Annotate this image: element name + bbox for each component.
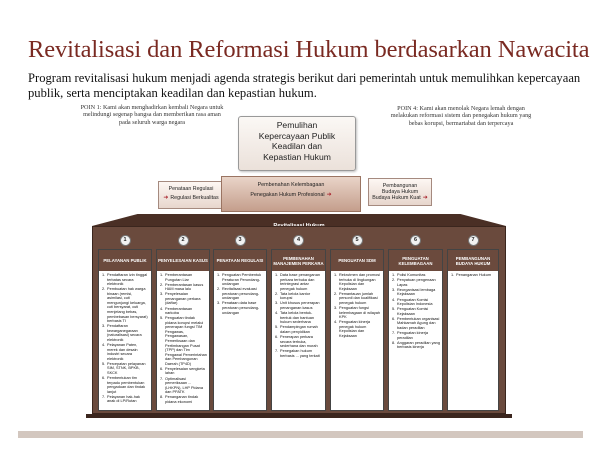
pillar-box (98, 249, 152, 411)
pillar-list-item: 1. Penguatan Pembentuk Peraturan Perundang-undangan (217, 273, 264, 287)
pillar-list-item: 6. Pembentukan tim terpadu pembentukan pengaduan dan tindak lanjut (102, 376, 149, 394)
pillar-list (272, 271, 325, 358)
pillar-list-item: 3. Penataan data base peraturan perundang-undangan (217, 301, 264, 315)
pillar-2 (156, 235, 210, 411)
pillar-3 (213, 235, 267, 411)
pillar-list-item: 1. Rekrutmen dan promosi terbuka di lingkungan Kepolisian dan Kejaksaan (334, 273, 381, 291)
roof-banner (92, 214, 506, 226)
goal-line-2: Kepercayaan Publik (258, 130, 336, 141)
pillar-list-item: 5. Penguatan Komisi Kejaksaan (392, 307, 440, 316)
pillar-box (447, 249, 499, 411)
pillar-7 (447, 235, 499, 411)
pillar-title: PEMBENAHAN MANAJEMEN PERKARA (272, 250, 325, 271)
pillar-title: PENYELESAIAN KASUS (157, 250, 209, 271)
pillar-number: 7 (468, 235, 479, 246)
footer-rule (18, 431, 583, 438)
culture-box (368, 178, 432, 206)
pillar-box (330, 249, 384, 411)
pillar-number: 5 (352, 235, 363, 246)
regulation-row (159, 194, 223, 203)
pillar-list (99, 271, 151, 404)
pillar-list-item: 7. Optimalisasi pemeriksaan ... (LHKPN), LHP Pidana dan PPATK (160, 377, 207, 395)
pillar-list (157, 271, 209, 404)
pillar-list-item: 6. Penyelesaian sengketa lahan (160, 367, 207, 376)
pillar-title: PELAYANAN PUBLIK (99, 250, 151, 271)
pillar-number: 4 (293, 235, 304, 246)
pillar-list-item: 1. Pendaftaran izin tinggal terbatas secara elektronik (102, 273, 149, 287)
culture-line-2: Budaya Hukum (381, 188, 419, 195)
pillar-list-item: 5. Percepatan pelayanan SIM, STNK, BPKB, SKCK (102, 362, 149, 376)
law-reform-diagram (56, 100, 588, 418)
pillar-list (448, 271, 498, 278)
pillar-list-item: 3. Unit khusus penerapan penanganan kasus (275, 301, 323, 310)
pillar-list-item: 3. Reorganisasi lembaga Kejaksaan (392, 288, 440, 297)
pillar-title: PENATAAN REGULASI (214, 250, 266, 271)
pillar-title: PENGUATAN SDM (331, 250, 383, 271)
regulation-box (158, 181, 224, 209)
pillar-list-item: 1. Penanganan Hukum (451, 273, 496, 278)
goal-box (238, 116, 356, 171)
goal-line-4: Kepastian Hukum (263, 151, 331, 162)
pillar-list-item: 6. Pembentukan organisasi Mahkamah Agung dan badan peradilan (392, 317, 440, 331)
pillar-list-item: 3. Penguatan fungsi kelembagaan di wilayah KPK (334, 306, 381, 320)
culture-line-1: Pembangunan (382, 183, 418, 189)
pillar-number: 3 (235, 235, 246, 246)
page-subtitle: Program revitalisasi hukum menjadi agenda strategis berikut dari pemerintah untuk memulihkan kepercayaan publik, serta menciptakan keadilan dan kepastian hukum. (28, 71, 581, 100)
pillar-list-item: 3. Penyelesaian penanganan perkara (daftar) (160, 292, 207, 306)
plinth (86, 414, 512, 418)
pillar-list-item: 2. Revitalisasi evaluasi peraturan perundang-undangan (217, 287, 264, 301)
pillar-box (213, 249, 267, 411)
pillar-number: 1 (120, 235, 131, 246)
pillar-list-item: 1. Pemberantasan Pungutan Liar (160, 273, 207, 282)
pillar-1 (98, 235, 152, 411)
pillar-list-item: 1. Data base penanganan perkara terbuka dan terintegrasi antar penegak hukum (275, 273, 323, 291)
arrow-right-icon: ➜ (422, 195, 428, 201)
pillar-6 (388, 235, 443, 411)
institution-line-2: Penegakan Hukum Profesional (250, 191, 325, 198)
pillar-list (331, 271, 383, 338)
pillar-number: 6 (410, 235, 421, 246)
pillar-list-item: 3. Pendaftaran kewarganegaraan (naturalisasi) secara elektronik (102, 324, 149, 342)
pillar-box (271, 249, 326, 411)
pillars-frame (92, 226, 506, 414)
goal-line-3: Keadilan dan (271, 141, 323, 152)
pillar-title: PEMBANGUNAN BUDAYA HUKUM (448, 250, 498, 271)
pillar-list-item: 2. Pemberantasan kasus HAM masa lalu (160, 283, 207, 292)
culture-line-3: Budaya Hukum Kuat (372, 195, 421, 201)
regulation-line-2: Regulasi Berkualitas (170, 194, 219, 201)
pillar-list (389, 271, 442, 350)
pillar-list-item: 2. Pembuatan hak warga binaan (remisi, asimilasi, cuti mengunjungi keluarga, cuti bersyarat, cuti menjelang bebas, pembebasan bersyarat) berbasis TI (102, 287, 149, 323)
pillar-list-item: 1. Polisi Komunitas (392, 273, 440, 278)
pillar-list-item: 4. Penguatan kinerja penegak hukum Kepolisian dan Kejaksaan (334, 320, 381, 338)
pillar-box (388, 249, 443, 411)
pillar-list-item: 5. Penguatan tindak pidana korupsi melalui penerapan fungsi TIM Pengawas, Pengawasan, Pemeriksaan dan Pertimbangan Pusat (TPP) dan Tim Pengawal Pemerintahan dan Pembangunan Daerah (TP4D) (160, 316, 207, 366)
pillar-list-item: 4. Penguatan Komisi Kepolisian Indonesia (392, 298, 440, 307)
pillar-list-item: 2. Pemantauan jumlah personil dan kualifikasi penegak hukum (334, 292, 381, 306)
pillar-list-item: 7. Penguatan kinerja peradilan (392, 331, 440, 340)
pillar-box (156, 249, 210, 411)
pillar-list-item: 8. Penanganan tindak pidana ekonomi (160, 395, 207, 404)
institution-box (221, 176, 361, 212)
pillar-list (214, 271, 266, 315)
pillar-list-item: 7. Penegakan hukum berbasis ... yang terkait (275, 349, 323, 358)
institution-line-1: Pembenahan Kelembagaan (257, 182, 325, 188)
pillar-list-item: 4. Pemberantasan narkoba (160, 307, 207, 316)
arrow-right-icon: ➜ (326, 191, 332, 198)
arrow-right-icon: ➜ (163, 194, 169, 201)
page-title: Revitalisasi dan Reformasi Hukum berdasarkan Nawacita (28, 36, 590, 63)
pillar-list-item: 5. Pendampingan rumah dalam penyidikan (275, 325, 323, 334)
pillar-list-item: 2. Penyatuan pengenaan Lapas (392, 278, 440, 287)
pillar-list-item: 7. Pelayanan hak-hak anak di LP/Rutan (102, 395, 149, 404)
pillar-list-item: 4. Pelayanan Paten, merek dan desain industri secara elektronik (102, 343, 149, 361)
pillar-number: 2 (178, 235, 189, 246)
pillar-4 (271, 235, 326, 411)
pillar-title: PENGUATAN KELEMBAGAAN (389, 250, 442, 271)
pillar-list-item: 2. Tata kelola kantor korupsi (275, 292, 323, 301)
institution-row (222, 191, 360, 201)
culture-row (369, 194, 431, 203)
regulation-line-1: Penataan Regulasi (168, 186, 214, 192)
poin-4-text: POIN 4: Kami akan menolak Negara lemah dengan melakukan reformasi sistem dan penegakan hukum yang bebas korupsi, bermartabat dan terpercaya (390, 105, 532, 127)
pillar-list-item: 8. Anggaran peradilan yang berbasis kinerja (392, 341, 440, 350)
goal-line-1: Pemulihan (276, 120, 318, 130)
pillar-list-item: 4. Tata kelola bentuk-bentuk dan bantuan hukum sederhana (275, 311, 323, 325)
pillar-5 (330, 235, 384, 411)
poin-1-text: POIN 1: Kami akan menghadirkan kembali Negara untuk melindungi segenap bangsa dan memberikan rasa aman pada seluruh warga negara (80, 104, 224, 126)
pillar-list-item: 6. Penerapan perkara secara terbuka, sederhana dan murah (275, 335, 323, 349)
